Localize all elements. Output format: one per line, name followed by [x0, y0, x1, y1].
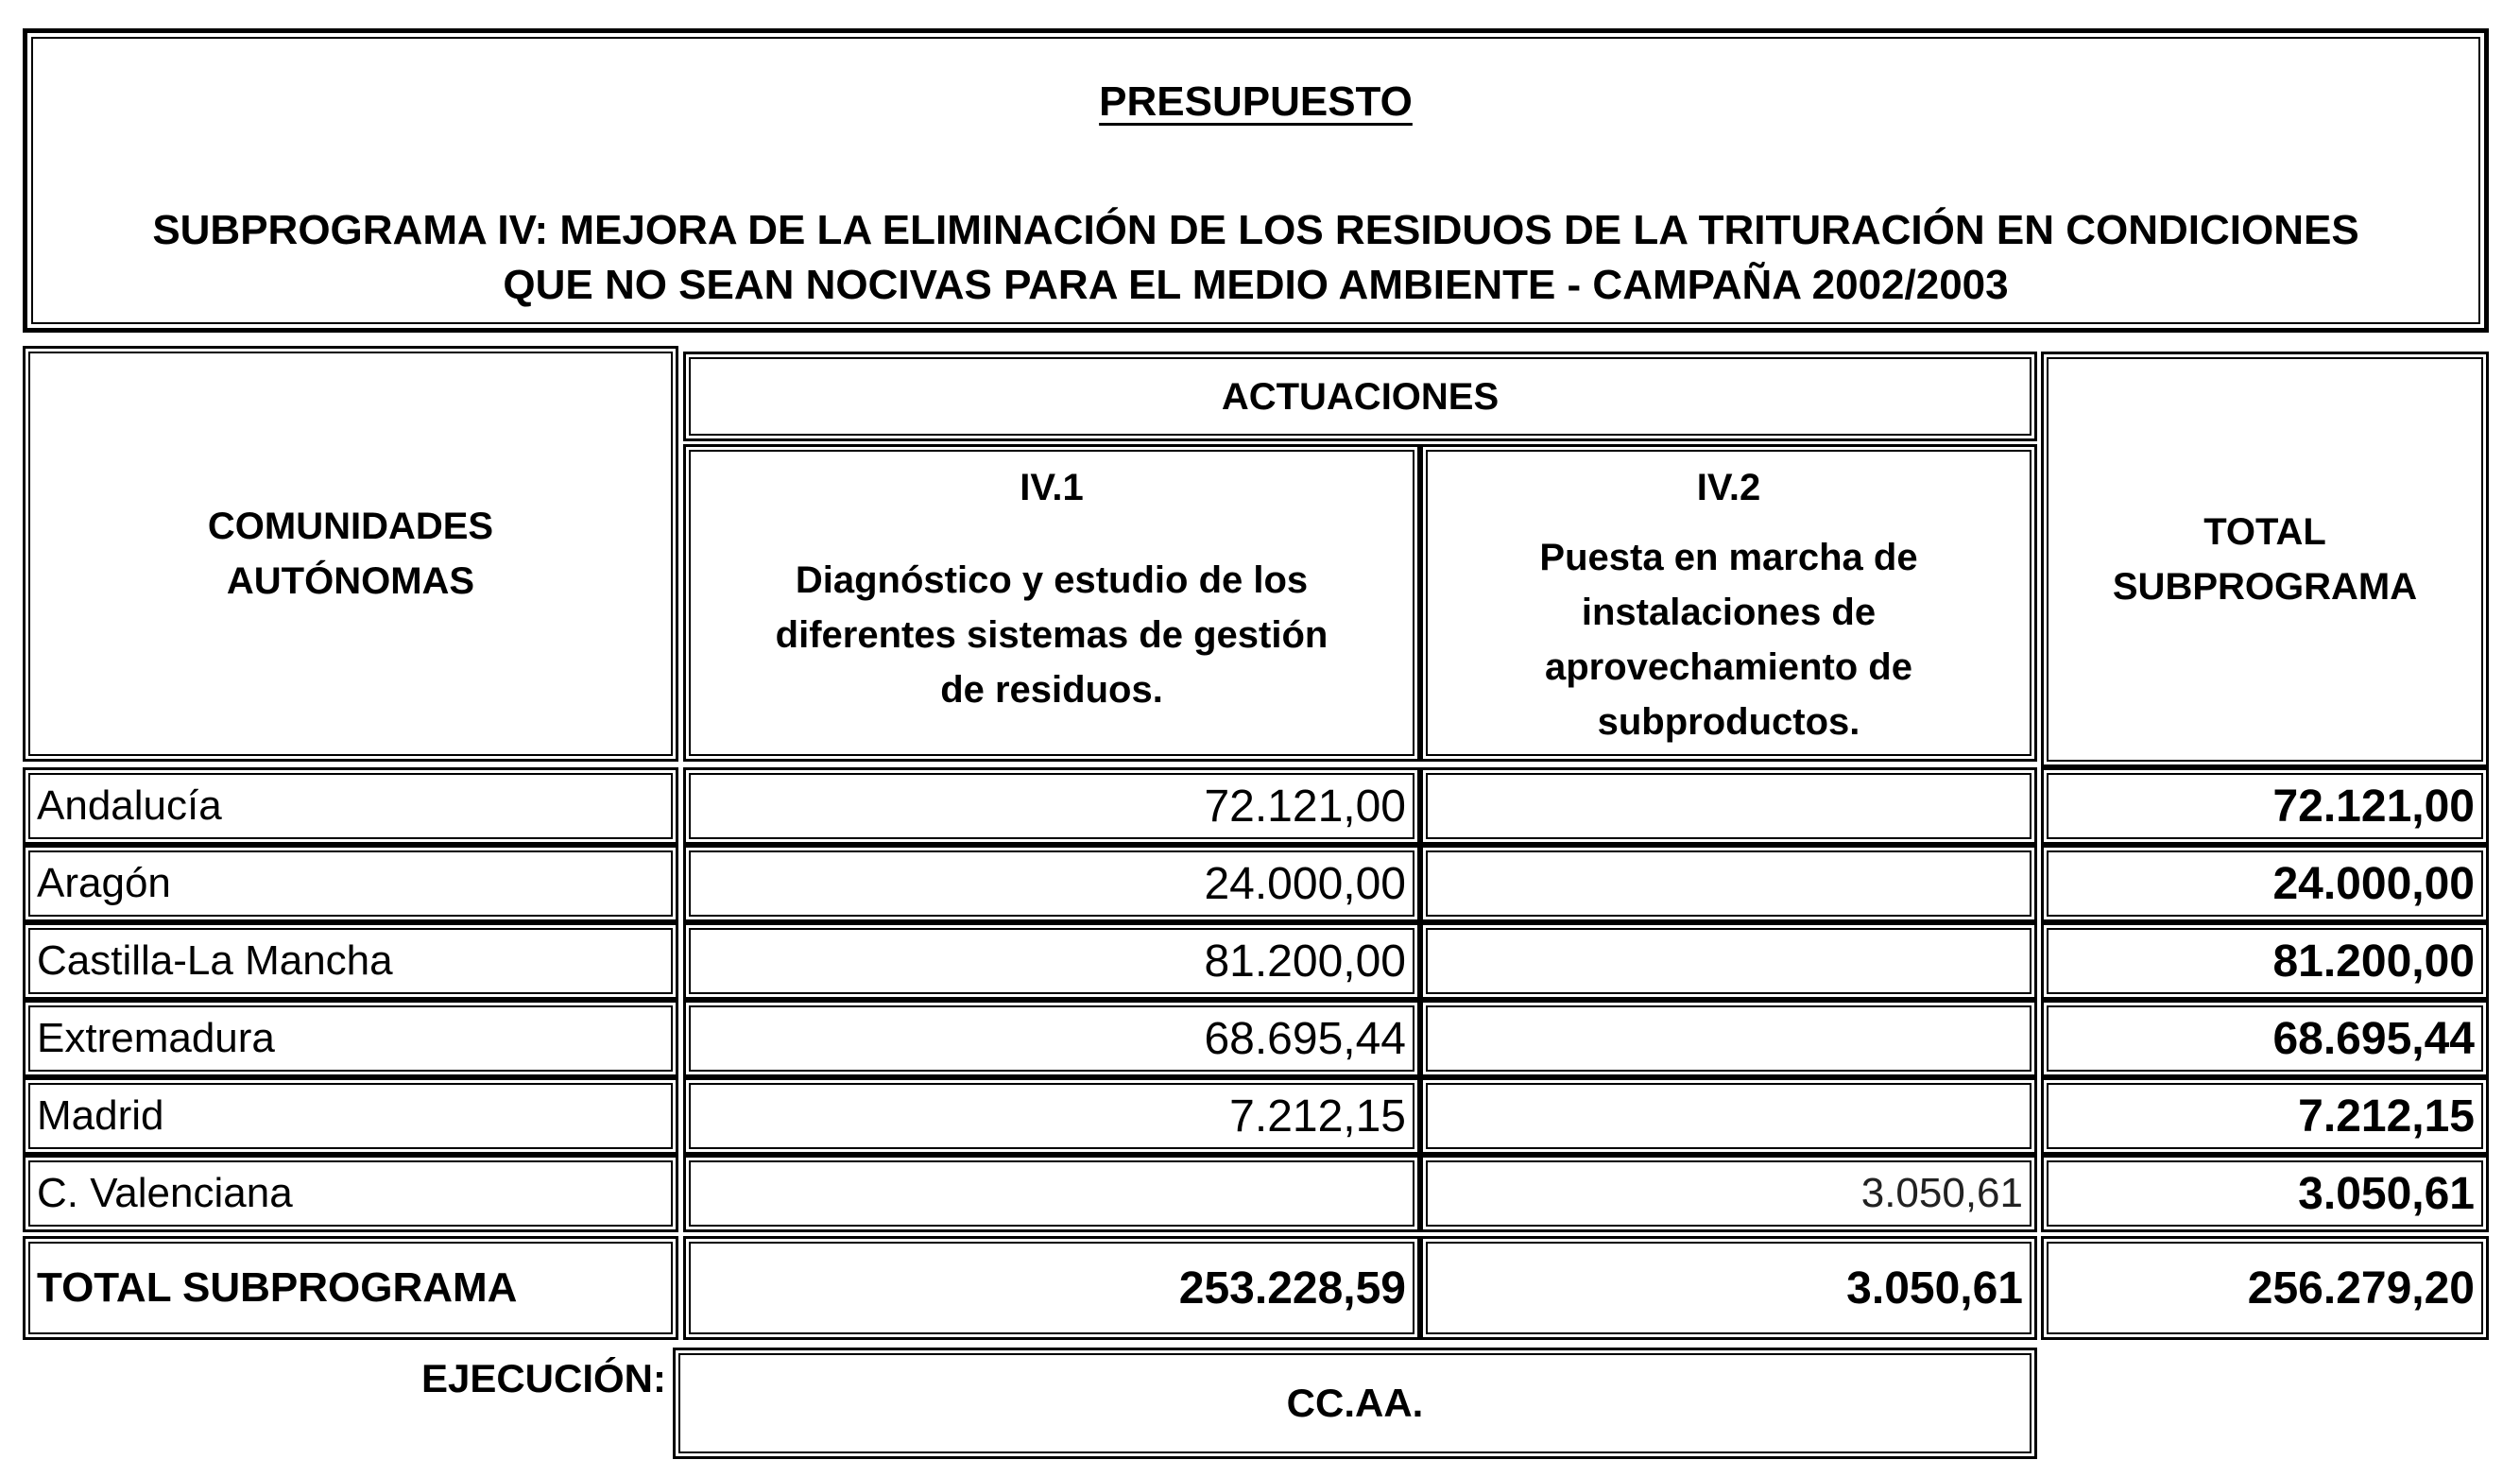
- table-row-region: C. Valenciana: [23, 1155, 678, 1232]
- table-row-iv1-value: 7.212,15: [683, 1077, 1420, 1155]
- execution-label: EJECUCIÓN:: [420, 1356, 666, 1400]
- table-row-region: Extremadura: [23, 1000, 678, 1077]
- header-actuaciones-label: ACTUACIONES: [1221, 375, 1500, 418]
- table-row-total-value: 72.121,00: [2041, 767, 2489, 845]
- table-row-iv2-value: [1420, 767, 2037, 845]
- table-row-total-value: 81.200,00: [2041, 922, 2489, 1000]
- table-row-iv2-value: [1420, 845, 2037, 922]
- header-iv2-desc-line-4: subproductos.: [1597, 701, 1860, 743]
- document-header: [23, 28, 2489, 333]
- table-row-iv2-value: [1420, 922, 2037, 1000]
- header-regions-line-2: AUTÓNOMAS: [226, 560, 475, 602]
- total-row-iv1-value: 253.228,59: [683, 1236, 1420, 1340]
- header-iv1-code: IV.1: [1020, 467, 1084, 508]
- table-row-iv2-value: [1420, 1077, 2037, 1155]
- table-row-iv1-value: [683, 1155, 1420, 1232]
- total-row-label: TOTAL SUBPROGRAMA: [23, 1236, 678, 1340]
- subtitle-line-2: QUE NO SEAN NOCIVAS PARA EL MEDIO AMBIENTE - CAMPAÑA 2002/2003: [503, 262, 2009, 308]
- header-iv2-desc-line-3: aprovechamiento de: [1544, 646, 1912, 688]
- header-actuaciones: [683, 352, 2037, 441]
- header-total: [2041, 352, 2489, 767]
- execution-value-box: [673, 1348, 2037, 1459]
- table-row-region: Castilla-La Mancha: [23, 922, 678, 1000]
- subtitle-line-1: SUBPROGRAMA IV: MEJORA DE LA ELIMINACIÓN DE LOS RESIDUOS DE LA TRITURACIÓN EN CONDICIONES: [152, 207, 2359, 253]
- document-title: PRESUPUESTO: [1099, 78, 1413, 125]
- table-row-iv2-value: [1420, 1000, 2037, 1077]
- header-iv2-desc-line-1: Puesta en marcha de: [1539, 537, 1918, 578]
- table-row-region: Aragón: [23, 845, 678, 922]
- table-row-total-value: 24.000,00: [2041, 845, 2489, 922]
- header-total-line-1: TOTAL: [2203, 511, 2326, 553]
- table-row-iv1-value: 81.200,00: [683, 922, 1420, 1000]
- table-row-region: Andalucía: [23, 767, 678, 845]
- header-iv2-desc-line-2: instalaciones de: [1581, 592, 1877, 633]
- table-row-region: Madrid: [23, 1077, 678, 1155]
- table-row-total-value: 7.212,15: [2041, 1077, 2489, 1155]
- execution-value: CC.AA.: [1286, 1381, 1424, 1425]
- total-row-iv2-value: 3.050,61: [1420, 1236, 2037, 1340]
- document-subtitle: [56, 203, 2456, 313]
- total-row-total-value: 256.279,20: [2041, 1236, 2489, 1340]
- header-iv1-desc-line-1: Diagnóstico y estudio de los: [795, 559, 1309, 601]
- header-regions: [23, 346, 678, 762]
- table-row-iv1-value: 68.695,44: [683, 1000, 1420, 1077]
- header-iv1-desc-line-2: diferentes sistemas de gestión: [775, 614, 1329, 656]
- table-row-total-value: 3.050,61: [2041, 1155, 2489, 1232]
- header-total-line-2: SUBPROGRAMA: [2112, 566, 2418, 608]
- header-iv1: [683, 444, 1420, 762]
- table-row-total-value: 68.695,44: [2041, 1000, 2489, 1077]
- table-row-iv1-value: 72.121,00: [683, 767, 1420, 845]
- table-row-iv2-value: 3.050,61: [1420, 1155, 2037, 1232]
- header-iv1-desc-line-3: de residuos.: [940, 669, 1163, 711]
- header-iv2-code: IV.2: [1696, 467, 1761, 508]
- header-regions-line-1: COMUNIDADES: [207, 506, 494, 547]
- table-row-iv1-value: 24.000,00: [683, 845, 1420, 922]
- header-iv2: [1420, 444, 2037, 762]
